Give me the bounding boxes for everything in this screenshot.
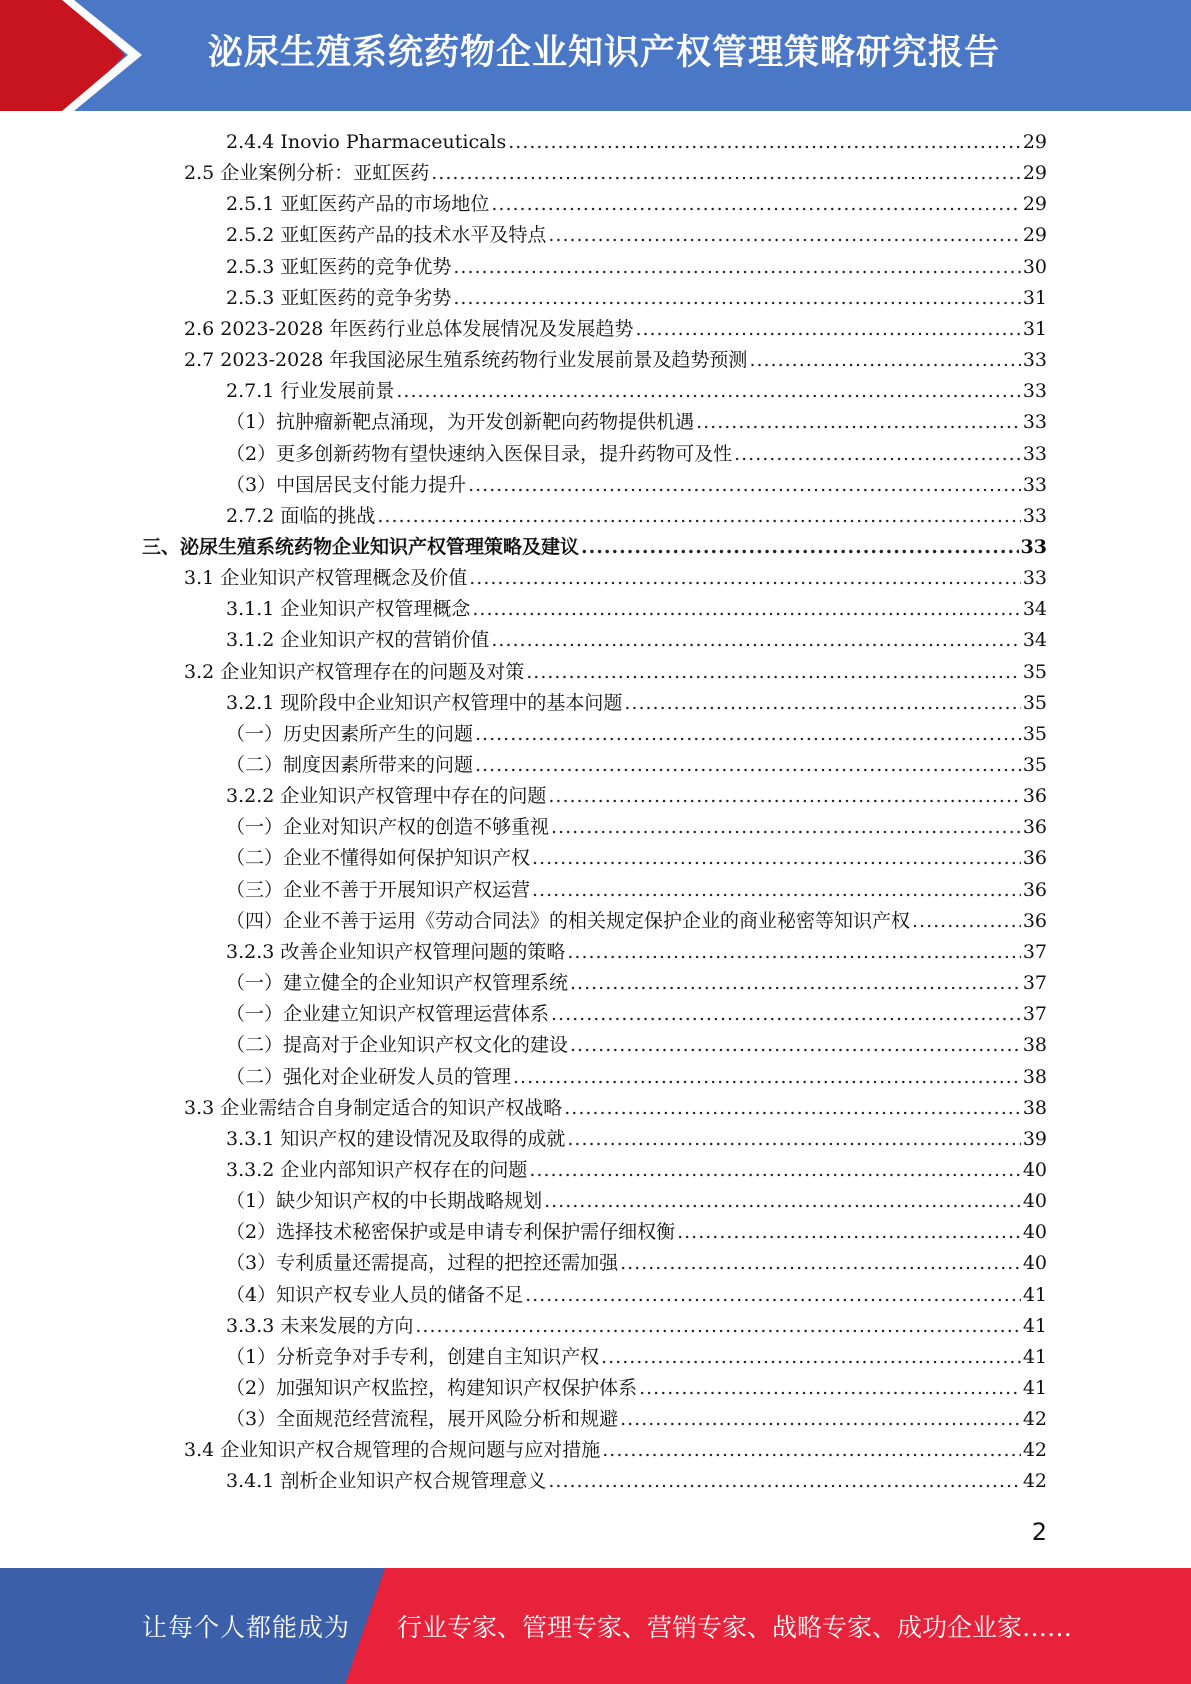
toc-dot-leader	[677, 1217, 1021, 1248]
toc-entry[interactable]	[226, 1217, 1047, 1248]
toc-entry-title: 3.2.2 企业知识产权管理中存在的问题	[226, 785, 547, 808]
toc-dot-leader	[734, 439, 1021, 470]
toc-entry[interactable]	[226, 439, 1047, 470]
toc-entry-page: 38	[1022, 1065, 1047, 1088]
toc-entry-title: （2）选择技术秘密保护或是申请专利保护需仔细权衡	[226, 1221, 676, 1244]
toc-entry-page: 38	[1022, 1096, 1047, 1119]
toc-entry[interactable]	[184, 563, 1047, 594]
toc-entry-title: 3.1.1 企业知识产权管理概念	[226, 598, 471, 621]
toc-entry-page: 41	[1022, 1283, 1047, 1306]
toc-entry-title: 三、泌尿生殖系统药物企业知识产权管理策略及建议	[142, 535, 580, 558]
toc-entry[interactable]	[226, 688, 1047, 719]
toc-dot-leader	[532, 875, 1021, 906]
toc-dot-leader	[551, 812, 1021, 843]
toc-entry-page: 35	[1022, 691, 1047, 714]
toc-entry-page: 40	[1022, 1190, 1047, 1213]
toc-entry-title: 2.5 企业案例分析：亚虹医药	[184, 162, 430, 185]
toc-dot-leader	[601, 1342, 1021, 1373]
toc-entry-page: 38	[1022, 1034, 1047, 1057]
toc-dot-leader	[475, 719, 1021, 750]
toc-entry[interactable]	[184, 345, 1047, 376]
toc-entry-title: （一）企业对知识产权的创造不够重视	[226, 816, 550, 839]
toc-entry-title: 3.3.1 知识产权的建设情况及取得的成就	[226, 1127, 566, 1150]
toc-entry-title: 3.4 企业知识产权合规管理的合规问题与应对措施	[184, 1439, 601, 1462]
toc-entry-page: 31	[1022, 317, 1047, 340]
toc-dot-leader	[564, 1093, 1021, 1124]
toc-entry[interactable]	[226, 968, 1047, 999]
toc-entry[interactable]	[226, 252, 1047, 283]
toc-entry[interactable]	[226, 470, 1047, 501]
toc-entry-page: 41	[1022, 1314, 1047, 1337]
toc-dot-leader	[548, 220, 1020, 251]
toc-entry-page: 36	[1022, 909, 1047, 932]
toc-entry[interactable]	[226, 594, 1047, 625]
toc-dot-leader	[475, 750, 1021, 781]
toc-dot-leader	[513, 1062, 1021, 1093]
toc-entry[interactable]	[226, 1373, 1047, 1404]
toc-entry[interactable]	[226, 1124, 1047, 1155]
toc-entry-title: （1）分析竞争对手专利，创建自主知识产权	[226, 1345, 600, 1368]
header-red-arrow	[0, 0, 125, 111]
toc-entry[interactable]	[226, 1248, 1047, 1279]
toc-entry-page: 29	[1022, 162, 1047, 185]
toc-dot-leader	[581, 532, 1019, 563]
toc-entry-page: 33	[1022, 504, 1047, 527]
toc-entry-page: 35	[1022, 660, 1047, 683]
toc-entry[interactable]	[226, 625, 1047, 656]
toc-dot-leader	[548, 781, 1020, 812]
toc-dot-leader	[639, 1373, 1021, 1404]
toc-entry-page: 33	[1022, 473, 1047, 496]
toc-entry[interactable]	[226, 843, 1047, 874]
toc-dot-leader	[525, 1280, 1021, 1311]
toc-entry-title: （二）强化对企业研发人员的管理	[226, 1065, 512, 1088]
toc-dot-leader	[696, 407, 1021, 438]
toc-entry[interactable]	[226, 1155, 1047, 1186]
toc-entry-title: （3）中国居民支付能力提升	[226, 473, 467, 496]
toc-entry-page: 33	[1022, 442, 1047, 465]
toc-entry-title: （一）建立健全的企业知识产权管理系统	[226, 972, 569, 995]
toc-entry-title: 3.3.3 未来发展的方向	[226, 1314, 414, 1337]
report-header	[0, 0, 1191, 111]
toc-dot-leader	[526, 657, 1021, 688]
toc-dot-leader	[551, 999, 1021, 1030]
toc-dot-leader	[620, 1248, 1021, 1279]
toc-entry[interactable]	[184, 657, 1047, 688]
toc-entry[interactable]	[226, 1062, 1047, 1093]
toc-entry-title: （3）全面规范经营流程，展开风险分析和规避	[226, 1408, 619, 1431]
toc-entry-page: 34	[1022, 629, 1047, 652]
toc-entry-page: 34	[1022, 598, 1047, 621]
toc-entry-page: 40	[1022, 1221, 1047, 1244]
toc-entry[interactable]	[226, 1030, 1047, 1061]
toc-entry[interactable]	[226, 781, 1047, 812]
toc-dot-leader	[570, 1030, 1021, 1061]
toc-entry-title: 3.3 企业需结合自身制定适合的知识产权战略	[184, 1096, 563, 1119]
toc-entry-page: 35	[1022, 754, 1047, 776]
toc-entry[interactable]	[226, 812, 1047, 843]
toc-entry-page: 37	[1022, 1003, 1047, 1026]
toc-dot-leader	[532, 843, 1021, 874]
toc-entry-title: 2.7.2 面临的挑战	[226, 504, 376, 527]
toc-entry[interactable]	[226, 1342, 1047, 1373]
toc-dot-leader	[453, 252, 1020, 283]
toc-entry-title: （1）缺少知识产权的中长期战略规划	[226, 1190, 543, 1213]
toc-dot-leader	[415, 1311, 1020, 1342]
toc-entry-title: 2.5.3 亚虹医药的竞争劣势	[226, 286, 452, 309]
toc-entry-title: （二）制度因素所带来的问题	[226, 754, 474, 776]
toc-entry-title: 2.5.2 亚虹医药产品的技术水平及特点	[226, 224, 547, 247]
toc-dot-leader	[567, 937, 1020, 968]
toc-entry-page: 31	[1022, 286, 1047, 309]
toc-entry-title: （2）更多创新药物有望快速纳入医保目录，提升药物可及性	[226, 442, 733, 465]
toc-entry[interactable]	[226, 127, 1047, 158]
toc-entry[interactable]	[226, 189, 1047, 220]
toc-entry[interactable]	[184, 314, 1047, 345]
toc-entry-page: 36	[1022, 847, 1047, 870]
toc-entry-page: 37	[1022, 972, 1047, 995]
toc-entry-title: 3.4.1 剖析企业知识产权合规管理意义	[226, 1470, 547, 1493]
toc-entry-title: 3.3.2 企业内部知识产权存在的问题	[226, 1158, 528, 1181]
toc-dot-leader	[567, 1124, 1020, 1155]
toc-entry[interactable]	[226, 1311, 1047, 1342]
toc-dot-leader	[377, 501, 1020, 532]
toc-entry[interactable]	[226, 283, 1047, 314]
toc-entry-title: （2）加强知识产权监控，构建知识产权保护体系	[226, 1377, 638, 1399]
toc-entry[interactable]	[226, 875, 1047, 906]
toc-entry[interactable]	[226, 750, 1047, 781]
toc-entry-title: （一）企业建立知识产权管理运营体系	[226, 1003, 550, 1026]
toc-dot-leader	[529, 1155, 1020, 1186]
toc-entry-title: （三）企业不善于开展知识产权运营	[226, 878, 531, 901]
toc-entry-page: 42	[1022, 1470, 1047, 1493]
toc-entry[interactable]	[226, 906, 1047, 937]
toc-entry-title: 2.5.3 亚虹医药的竞争优势	[226, 255, 452, 278]
toc-entry-page: 30	[1022, 255, 1047, 278]
toc-entry[interactable]	[226, 999, 1047, 1030]
toc-entry[interactable]	[226, 376, 1047, 407]
footer-banner	[0, 1568, 1191, 1684]
toc-entry-page: 36	[1022, 785, 1047, 808]
toc-dot-leader	[544, 1186, 1021, 1217]
toc-dot-leader	[620, 1404, 1021, 1435]
toc-entry-title: （3）专利质量还需提高，过程的把控还需加强	[226, 1252, 619, 1275]
toc-entry-page: 37	[1022, 940, 1047, 963]
toc-dot-leader	[469, 563, 1021, 594]
toc-entry-page: 42	[1022, 1408, 1047, 1431]
toc-entry-page: 41	[1022, 1345, 1047, 1368]
toc-dot-leader	[912, 906, 1021, 937]
toc-entry-title: （二）提高对于企业知识产权文化的建设	[226, 1034, 569, 1057]
toc-entry[interactable]	[226, 1280, 1047, 1311]
toc-entry-title: 2.4.4 Inovio Pharmaceuticals	[226, 131, 507, 153]
footer-slogan-left: 让每个人都能成为	[142, 1613, 351, 1642]
toc-dot-leader	[508, 127, 1021, 158]
toc-dot-leader	[396, 376, 1020, 407]
toc-entry-page: 41	[1022, 1377, 1047, 1399]
toc-entry[interactable]	[184, 1093, 1047, 1124]
toc-dot-leader	[602, 1435, 1021, 1466]
page-number: 2	[1031, 1518, 1047, 1546]
toc-dot-leader	[749, 345, 1020, 376]
toc-entry-title: 2.7 2023-2028 年我国泌尿生殖系统药物行业发展前景及趋势预测	[184, 349, 748, 372]
toc-entry-page: 35	[1022, 722, 1047, 745]
toc-entry-page: 40	[1022, 1158, 1047, 1181]
toc-entry-title: 2.6 2023-2028 年医药行业总体发展情况及发展趋势	[184, 317, 634, 340]
toc-dot-leader	[570, 968, 1021, 999]
toc-entry-page: 33	[1022, 411, 1047, 434]
toc-entry-page: 29	[1022, 193, 1047, 216]
toc-entry-title: 3.2.3 改善企业知识产权管理问题的策略	[226, 940, 566, 963]
toc-dot-leader	[453, 283, 1020, 314]
toc-entry-page: 29	[1022, 131, 1047, 153]
toc-entry[interactable]	[184, 158, 1047, 189]
toc-dot-leader	[472, 594, 1020, 625]
toc-entry-title: 3.1 企业知识产权管理概念及价值	[184, 567, 468, 590]
toc-entry-title: 3.2 企业知识产权管理存在的问题及对策	[184, 660, 525, 683]
toc-dot-leader	[468, 470, 1021, 501]
toc-entry[interactable]	[226, 937, 1047, 968]
toc-dot-leader	[491, 189, 1020, 220]
footer-slogan-right: 行业专家、管理专家、营销专家、战略专家、成功企业家……	[397, 1613, 1073, 1642]
toc-entry-title: （1）抗肿瘤新靶点涌现，为开发创新靶向药物提供机遇	[226, 411, 695, 434]
toc-entry-title: （一）历史因素所产生的问题	[226, 722, 474, 745]
toc-entry-title: 2.7.1 行业发展前景	[226, 380, 395, 403]
toc-entry-page: 40	[1022, 1252, 1047, 1275]
toc-dot-leader	[491, 625, 1020, 656]
toc-entry-title: 3.1.2 企业知识产权的营销价值	[226, 629, 490, 652]
toc-entry-page: 39	[1022, 1127, 1047, 1150]
toc-entry-page: 33	[1022, 380, 1047, 403]
toc-entry[interactable]	[226, 1404, 1047, 1435]
toc-entry-page: 42	[1022, 1439, 1047, 1462]
toc-entry-page: 33	[1020, 535, 1047, 558]
toc-entry-page: 33	[1022, 349, 1047, 372]
toc-dot-leader	[624, 688, 1020, 719]
toc-entry[interactable]	[226, 1466, 1047, 1497]
toc-dot-leader	[635, 314, 1020, 345]
toc-entry-page: 33	[1022, 567, 1047, 590]
toc-entry-title: （4）知识产权专业人员的储备不足	[226, 1283, 524, 1306]
toc-entry[interactable]	[226, 1186, 1047, 1217]
toc-entry[interactable]	[226, 407, 1047, 438]
toc-entry-page: 36	[1022, 816, 1047, 839]
toc-entry-page: 36	[1022, 878, 1047, 901]
toc-entry-page: 29	[1022, 224, 1047, 247]
toc-entry[interactable]	[184, 1435, 1047, 1466]
toc-entry[interactable]	[226, 501, 1047, 532]
toc-entry[interactable]	[142, 532, 1047, 563]
toc-dot-leader	[431, 158, 1021, 189]
toc-entry-title: 3.2.1 现阶段中企业知识产权管理中的基本问题	[226, 691, 623, 714]
toc-entry[interactable]	[226, 719, 1047, 750]
toc-entry-title: 2.5.1 亚虹医药产品的市场地位	[226, 193, 490, 216]
toc-entry[interactable]	[226, 220, 1047, 251]
report-title: 泌尿生殖系统药物企业知识产权管理策略研究报告	[208, 33, 1001, 73]
toc-dot-leader	[548, 1466, 1020, 1497]
toc-entry-title: （二）企业不懂得如何保护知识产权	[226, 847, 531, 870]
toc-entry-title: （四）企业不善于运用《劳动合同法》的相关规定保护企业的商业秘密等知识产权	[226, 909, 911, 932]
